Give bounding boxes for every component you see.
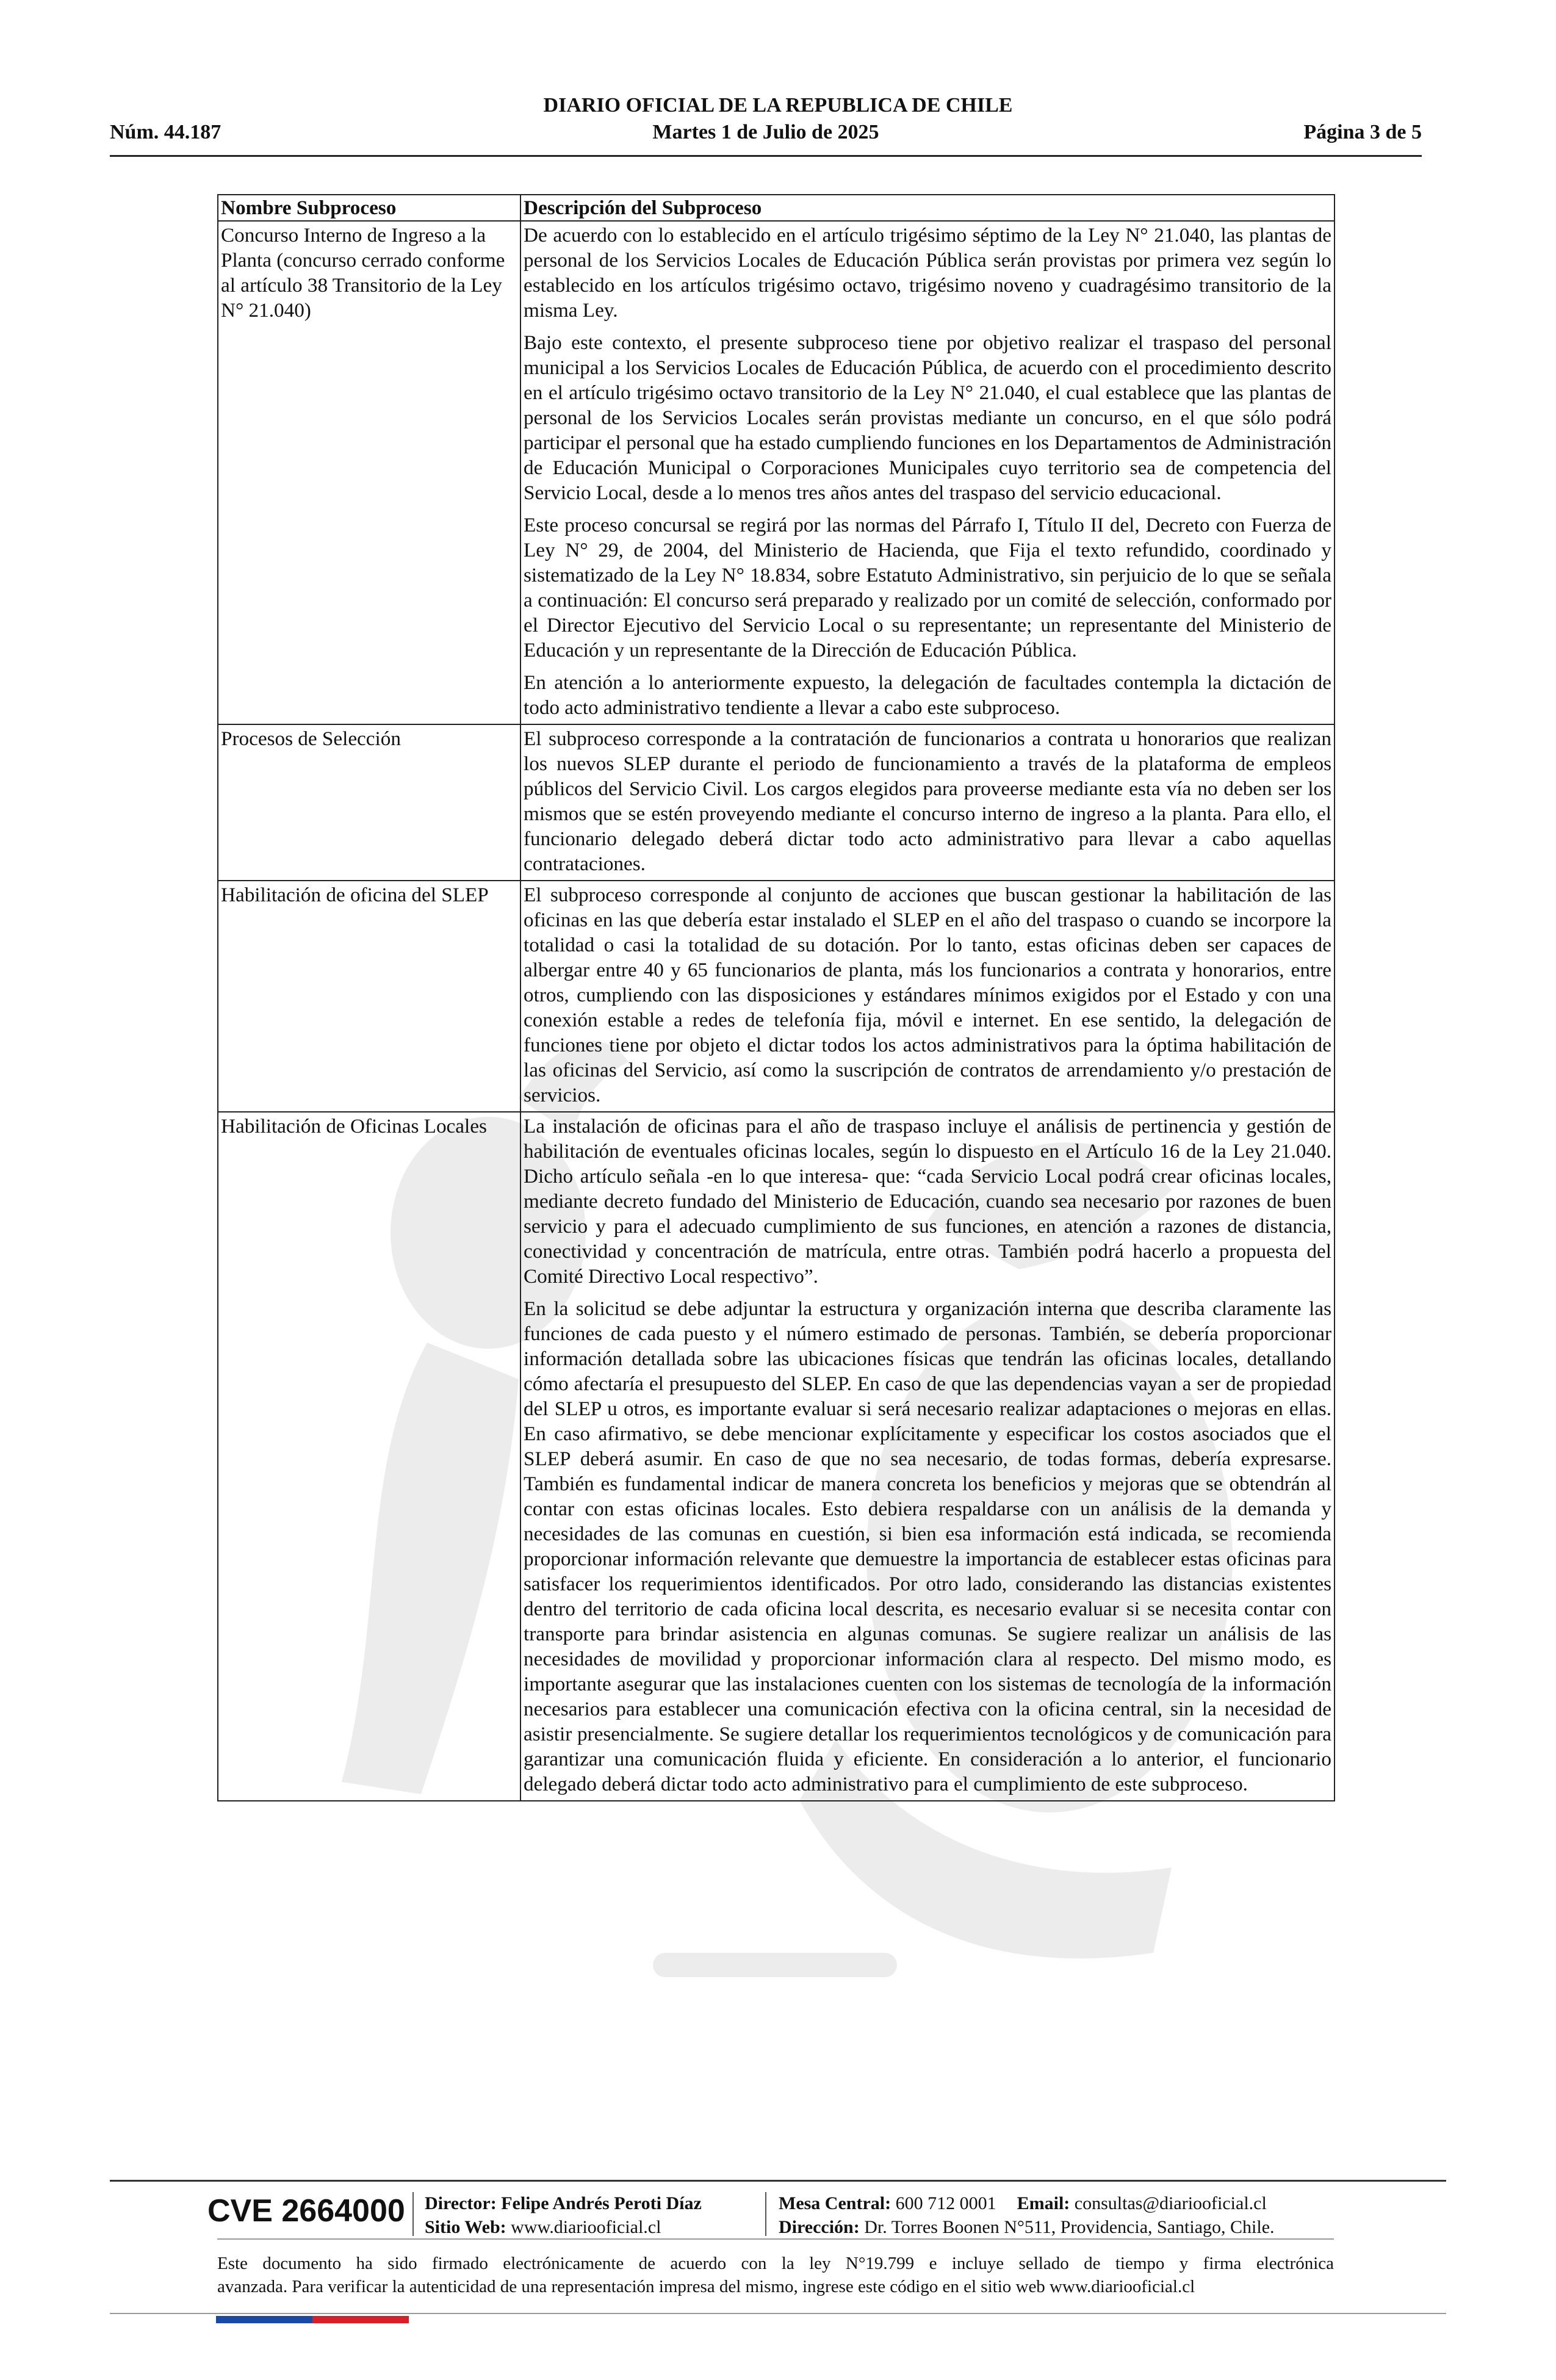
subprocess-description xyxy=(520,1112,1334,1801)
table-row xyxy=(218,221,1334,724)
footer-contact-right xyxy=(779,2191,1275,2239)
email-link[interactable]: consultas@diariooficial.cl xyxy=(1074,2193,1267,2213)
address-label: Dirección: xyxy=(779,2217,860,2237)
issue-date: Martes 1 de Julio de 2025 xyxy=(652,121,879,143)
signature-notice-line: Este documento ha sido firmado electrónicamente de acuerdo con la ley N°19.799 e incluye sellado de tiempo y firma electrónica xyxy=(217,2254,1334,2273)
description-paragraph: En atención a lo anteriormente expuesto, la delegación de facultades contempla la dictación de todo acto administrativo tendiente a llevar a cabo este subproceso. xyxy=(524,671,1331,719)
column-header-description: Descripción del Subproceso xyxy=(520,195,1334,221)
description-paragraph: El subproceso corresponde a la contratación de funcionarios a contrata u honorarios que realizan los nuevos SLEP durante el periodo de funcionamiento a través de la plataforma de empleos públicos del Servicio Civil. Los cargos elegidos para proveerse mediante esta vía no deben ser los mismos que se estén proveyendo mediante el concurso interno de ingreso a la planta. Para ello, el funcionario delegado deberá dictar todo acto administrativo para llevar a cabo aquellas contrataciones. xyxy=(524,727,1331,875)
flag-stripe-blue xyxy=(216,2316,312,2323)
column-header-name: Nombre Subproceso xyxy=(218,195,520,221)
footer-divider xyxy=(110,2180,1446,2182)
subprocess-description xyxy=(520,221,1334,724)
description-paragraph: De acuerdo con lo establecido en el artículo trigésimo séptimo de la Ley N° 21.040, las plantas de personal de los Servicios Locales de Educación Pública serán provistas por primera vez según lo establecido en los artículos trigésimo octavo, trigésimo noveno y cuadragésimo transitorio de la misma Ley. xyxy=(524,224,1331,322)
subprocess-name: Habilitación de oficina del SLEP xyxy=(218,881,520,1112)
issue-number: Núm. 44.187 xyxy=(110,121,222,143)
flag-stripe-red xyxy=(312,2316,409,2323)
flag-stripe xyxy=(216,2316,409,2323)
subprocess-description xyxy=(520,724,1334,881)
footer-divider xyxy=(217,2238,1334,2240)
phone-number: 600 712 0001 xyxy=(895,2193,996,2213)
subprocess-name: Habilitación de Oficinas Locales xyxy=(218,1112,520,1801)
footer-divider xyxy=(110,2313,1446,2314)
table-row xyxy=(218,1112,1334,1801)
email-label: Email: xyxy=(1017,2193,1070,2213)
subprocess-table xyxy=(217,194,1335,1801)
director-label: Director: xyxy=(425,2193,497,2213)
phone-label: Mesa Central: xyxy=(779,2193,891,2213)
subprocess-name: Concurso Interno de Ingreso a la Planta (concurso cerrado conforme al artículo 38 Transitorio de la Ley N° 21.040) xyxy=(218,221,520,724)
table-row xyxy=(218,881,1334,1112)
page-number: Página 3 de 5 xyxy=(1303,121,1422,143)
subprocess-description xyxy=(520,881,1334,1112)
website-link[interactable]: www.diariooficial.cl xyxy=(511,2217,661,2237)
footer-separator xyxy=(412,2192,414,2236)
cve-code: CVE 2664000 xyxy=(207,2193,405,2229)
description-paragraph: En la solicitud se debe adjuntar la estructura y organización interna que describa claramente las funciones de cada puesto y el número estimado de personas. También, se debería proporcionar información detallada sobre las ubicaciones físicas que tendrán las oficinas locales, detallando cómo afectaría el presupuesto del SLEP. En caso de que las dependencias vayan a ser de propiedad del SLEP u otros, es importante evaluar si será necesario realizar adaptaciones o mejoras en ellas. En caso afirmativo, se debe mencionar explícitamente y especificar los costos asociados que el SLEP deberá asumir. En caso de que no sea necesario, de todas formas, debería expresarse. También es fundamental indicar de manera concreta los beneficios y mejoras que se obtendrán al contar con estas oficinas locales. Esto debiera respaldarse con un análisis de la demanda y necesidades de las comunas en cuestión, si bien esa información está indicada, se recomienda proporcionar información relevante que demuestre la importancia de establecer estas oficinas para satisfacer los requerimientos identificados. Por otro lado, considerando las distancias existentes dentro del territorio de cada oficina local descrita, es necesario evaluar si se necesita contar con transporte para brindar asistencia en algunas comunas. Se sugiere realizar un análisis de las necesidades de movilidad y proporcionar información clara al respecto. Del mismo modo, es importante asegurar que las instalaciones cuenten con los sistemas de tecnología de la información necesarios para establecer una comunicación efectiva con la oficina central, sin la necesidad de asistir presencialmente. Se sugiere detallar los requerimientos tecnológicos y de comunicación para garantizar una comunicación fluida y eficiente. En consideración a lo anterior, el funcionario delegado deberá dictar todo acto administrativo para el cumplimiento de este subproceso. xyxy=(524,1297,1331,1795)
description-paragraph: La instalación de oficinas para el año de traspaso incluye el análisis de pertinencia y gestión de habilitación de eventuales oficinas locales, según lo dispuesto en el Artículo 16 de la Ley 21.040. Dicho artículo señala -en lo que interesa- que: “cada Servicio Local podrá crear oficinas locales, mediante decreto fundado del Ministerio de Educación, cuando sea necesario por razones de buen servicio y para el adecuado cumplimiento de sus funciones, en atención a razones de distancia, conectividad y concentración de matrícula, entre otras. También podrá hacerlo a propuesta del Comité Directivo Local respectivo”. xyxy=(524,1115,1331,1288)
table-row xyxy=(218,724,1334,881)
newspaper-title: DIARIO OFICIAL DE LA REPUBLICA DE CHILE xyxy=(543,94,1013,117)
website-label: Sitio Web: xyxy=(425,2217,506,2237)
header-row xyxy=(110,121,1422,148)
signature-notice-line: avanzada. Para verificar la autenticidad de una representación impresa del mismo, ingrese este código en el sitio web www.diariooficial.cl xyxy=(217,2277,1195,2296)
table-header-row xyxy=(218,195,1334,221)
footer-contact-left xyxy=(425,2191,702,2239)
address-value: Dr. Torres Boonen N°511, Providencia, Santiago, Chile. xyxy=(864,2217,1275,2237)
signature-notice xyxy=(217,2252,1334,2298)
header-divider xyxy=(110,155,1422,157)
footer-separator xyxy=(765,2192,766,2236)
director-name: Felipe Andrés Peroti Díaz xyxy=(501,2193,702,2213)
description-paragraph: El subproceso corresponde al conjunto de acciones que buscan gestionar la habilitación de las oficinas en las que debería estar instalado el SLEP en el año del traspaso o cuando se incorpore la totalidad o casi la totalidad de su dotación. Por lo tanto, estas oficinas deben ser capaces de albergar entre 40 y 65 funcionarios de planta, más los funcionarios a contrata y honorarios, entre otros, cumpliendo con las disposiciones y estándares mínimos exigidos por el Estado y con una conexión estable a redes de telefonía fija, móvil e internet. En ese sentido, la delegación de funciones tiene por objeto el dictar todos los actos administrativos para la óptima habilitación de las oficinas del Servicio, así como la suscripción de contratos de arrendamiento y/o prestación de servicios. xyxy=(524,884,1331,1106)
description-paragraph: Este proceso concursal se regirá por las normas del Párrafo I, Título II del, Decreto con Fuerza de Ley N° 29, de 2004, del Ministerio de Hacienda, que Fija el texto refundido, coordinado y sistematizado de la Ley N° 18.834, sobre Estatuto Administrativo, sin perjuicio de lo que se señala a continuación: El concurso será preparado y realizado por un comité de selección, conformado por el Director Ejecutivo del Servicio Local o su representante; un representante del Ministerio de Educación y un representante de la Dirección de Educación Pública. xyxy=(524,514,1331,662)
subprocess-name: Procesos de Selección xyxy=(218,724,520,881)
description-paragraph: Bajo este contexto, el presente subproceso tiene por objetivo realizar el traspaso del personal municipal a los Servicios Locales de Educación Pública, de acuerdo con el procedimiento descrito en el artículo trigésimo octavo transitorio de la Ley N° 21.040, el cual establece que las plantas de personal de los Servicios Locales serán provistas mediante un concurso, en el que sólo podrá participar el personal que ha estado cumpliendo funciones en los Departamentos de Administración de Educación Municipal o Corporaciones Municipales cuyo territorio sea de competencia del Servicio Local, desde a lo menos tres años antes del traspaso del servicio educacional. xyxy=(524,331,1331,504)
